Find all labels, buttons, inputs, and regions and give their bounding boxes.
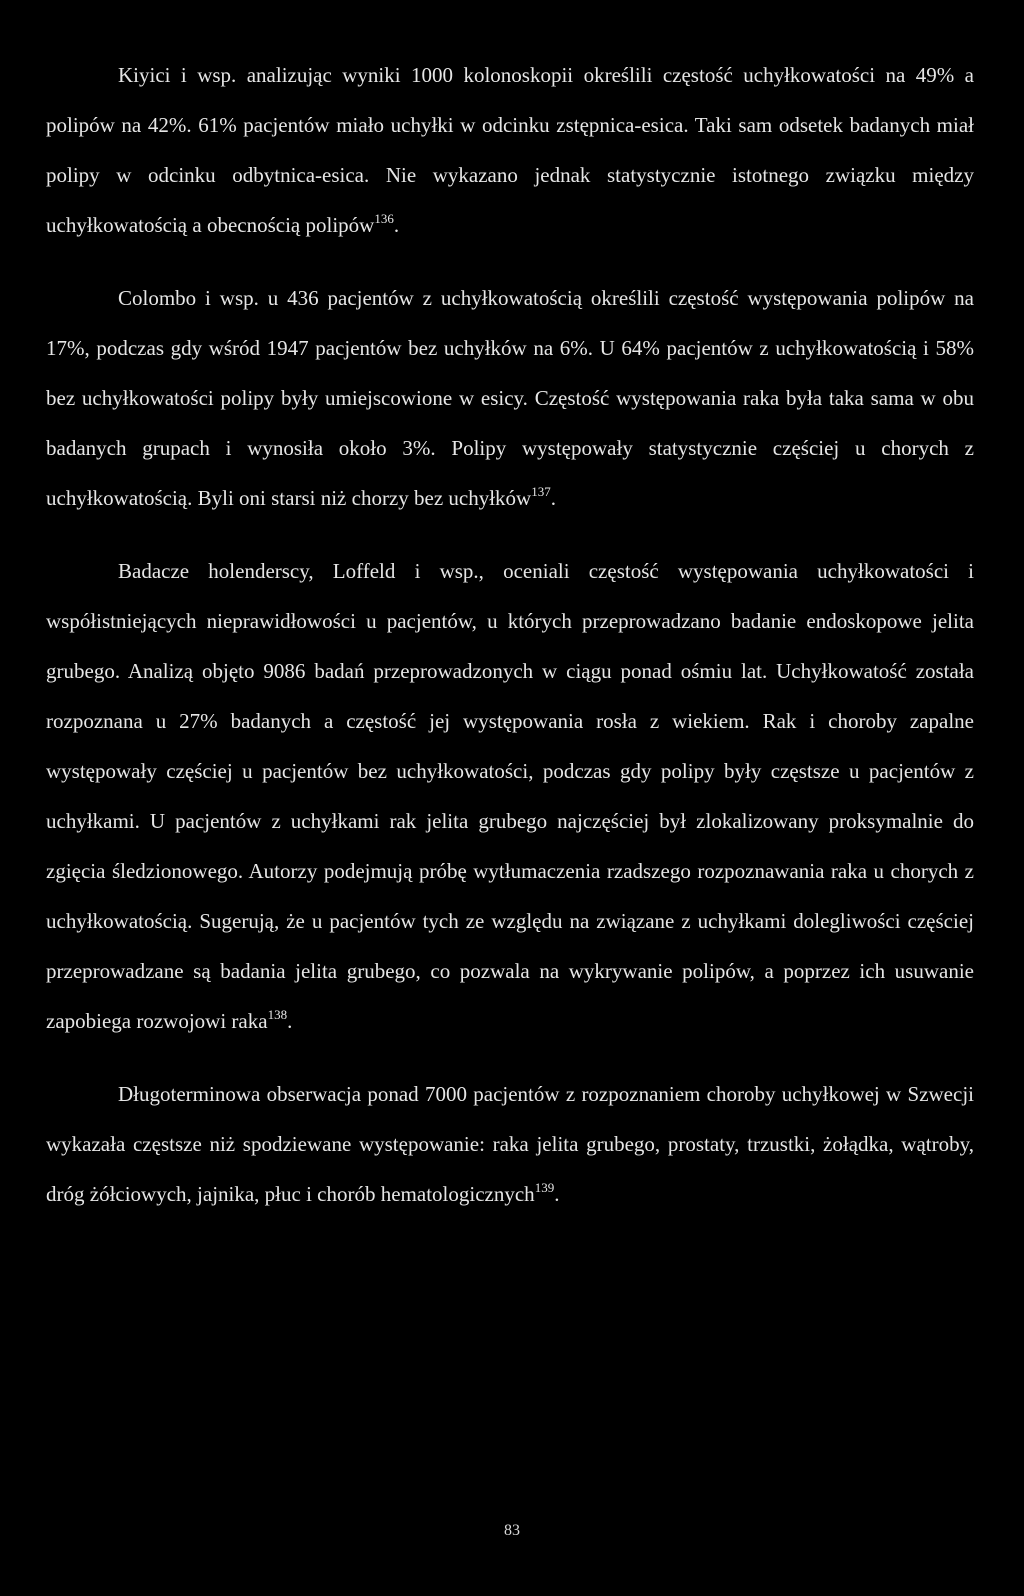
footnote-ref-136: 136 — [374, 211, 394, 226]
paragraph-kiyici — [46, 50, 974, 250]
footnote-ref-137: 137 — [531, 484, 551, 499]
paragraph-end: . — [287, 1009, 293, 1033]
paragraph-text: Badacze holenderscy, Loffeld i wsp., oceniali częstość występowania uchyłkowatości i współistniejących nieprawidłowości u pacjentów, u których przeprowadzano badanie endoskopowe jelita grubego. Analizą objęto 9086 badań przeprowadzonych w ciągu ponad ośmiu lat. Uchyłkowatość została rozpoznana u 27% badanych a częstość jej występowania rosła z wiekiem. Rak i choroby zapalne występowały częściej u pacjentów bez uchyłkowatości, podczas gdy polipy były częstsze u pacjentów z uchyłkami. U pacjentów z uchyłkami rak jelita grubego najczęściej był zlokalizowany proksymalnie do zgięcia śledzionowego. Autorzy podejmują próbę wytłumaczenia rzadszego rozpoznawania raka u chorych z uchyłkowatością. Sugerują, że u pacjentów tych ze względu na związane z uchyłkami dolegliwości częściej przeprowadzane są badania jelita grubego, co pozwala na wykrywanie polipów, a poprzez ich usuwanie zapobiega rozwojowi raka — [46, 559, 974, 1033]
paragraph-text: Długoterminowa obserwacja ponad 7000 pacjentów z rozpoznaniem choroby uchyłkowej w Szwecji wykazała częstsze niż spodziewane występowanie: raka jelita grubego, prostaty, trzustki, żołądka, wątroby, dróg żółciowych, jajnika, płuc i chorób hematologicznych — [46, 1082, 974, 1206]
document-page — [46, 50, 974, 1242]
paragraph-szwecja — [46, 1069, 974, 1219]
paragraph-loffeld — [46, 546, 974, 1046]
paragraph-end: . — [554, 1182, 560, 1206]
paragraph-colombo — [46, 273, 974, 523]
paragraph-end: . — [550, 486, 556, 510]
footnote-ref-138: 138 — [267, 1007, 288, 1022]
footnote-ref-139: 139 — [534, 1180, 555, 1195]
paragraph-text: Kiyici i wsp. analizując wyniki 1000 kolonoskopii określili częstość uchyłkowatości na 49% a polipów na 42%. 61% pacjentów miało uchyłki w odcinku zstępnica-esica. Taki sam odsetek badanych miał polipy w odcinku odbytnica-esica. Nie wykazano jednak statystycznie istotnego związku między uchyłkowatością a obecnością polipów — [46, 63, 974, 237]
page-number: 83 — [504, 1522, 520, 1539]
paragraph-end: . — [393, 213, 400, 237]
paragraph-text: Colombo i wsp. u 436 pacjentów z uchyłkowatością określili częstość występowania polipów na 17%, podczas gdy wśród 1947 pacjentów bez uchyłków na 6%. U 64% pacjentów z uchyłkowatością i 58% bez uchyłkowatości polipy były umiejscowione w esicy. Częstość występowania raka była taka sama w obu badanych grupach i wynosiła około 3%. Polipy występowały statystycznie częściej u chorych z uchyłkowatością. Byli oni starsi niż chorzy bez uchyłków — [46, 286, 974, 510]
